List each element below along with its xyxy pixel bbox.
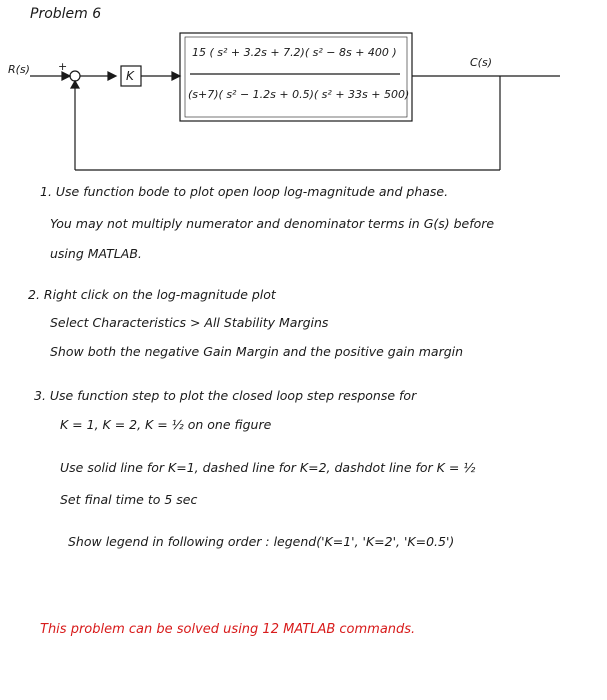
transfer-denominator: (s+7)( s² − 1.2s + 0.5)( s² + 33s + 500) xyxy=(188,88,410,101)
red-note: This problem can be solved using 12 MATLAB commands. xyxy=(40,622,416,637)
item-3-line-3: Use solid line for K=1, dashed line for K=2, dashdot line for K = ½ xyxy=(60,460,476,475)
item-3-line-4: Set final time to 5 sec xyxy=(60,492,198,507)
output-label: C(s) xyxy=(470,56,492,69)
item-1-line-1: 1. Use function bode to plot open loop log-magnitude and phase. xyxy=(40,184,449,199)
gain-label: K xyxy=(126,69,134,83)
item-2-line-3: Show both the negative Gain Margin and the positive gain margin xyxy=(50,344,464,359)
summing-junction xyxy=(70,71,80,81)
transfer-numerator: 15 ( s² + 3.2s + 7.2)( s² − 8s + 400 ) xyxy=(192,46,397,59)
item-1-line-3: using MATLAB. xyxy=(50,246,142,261)
plus-sign: + xyxy=(58,60,68,73)
item-3-line-1: 3. Use function step to plot the closed loop step response for xyxy=(34,388,417,403)
item-3-line-2: K = 1, K = 2, K = ½ on one figure xyxy=(60,417,272,432)
item-3-line-5: Show legend in following order : legend('K=1', 'K=2', 'K=0.5') xyxy=(68,534,455,549)
item-2-line-1: 2. Right click on the log-magnitude plot xyxy=(28,287,276,302)
item-2-line-2: Select Characteristics > All Stability Margins xyxy=(50,315,329,330)
item-1-line-2: You may not multiply numerator and denominator terms in G(s) before xyxy=(50,216,495,231)
problem-title: Problem 6 xyxy=(30,6,102,22)
input-label: R(s) xyxy=(8,63,30,76)
